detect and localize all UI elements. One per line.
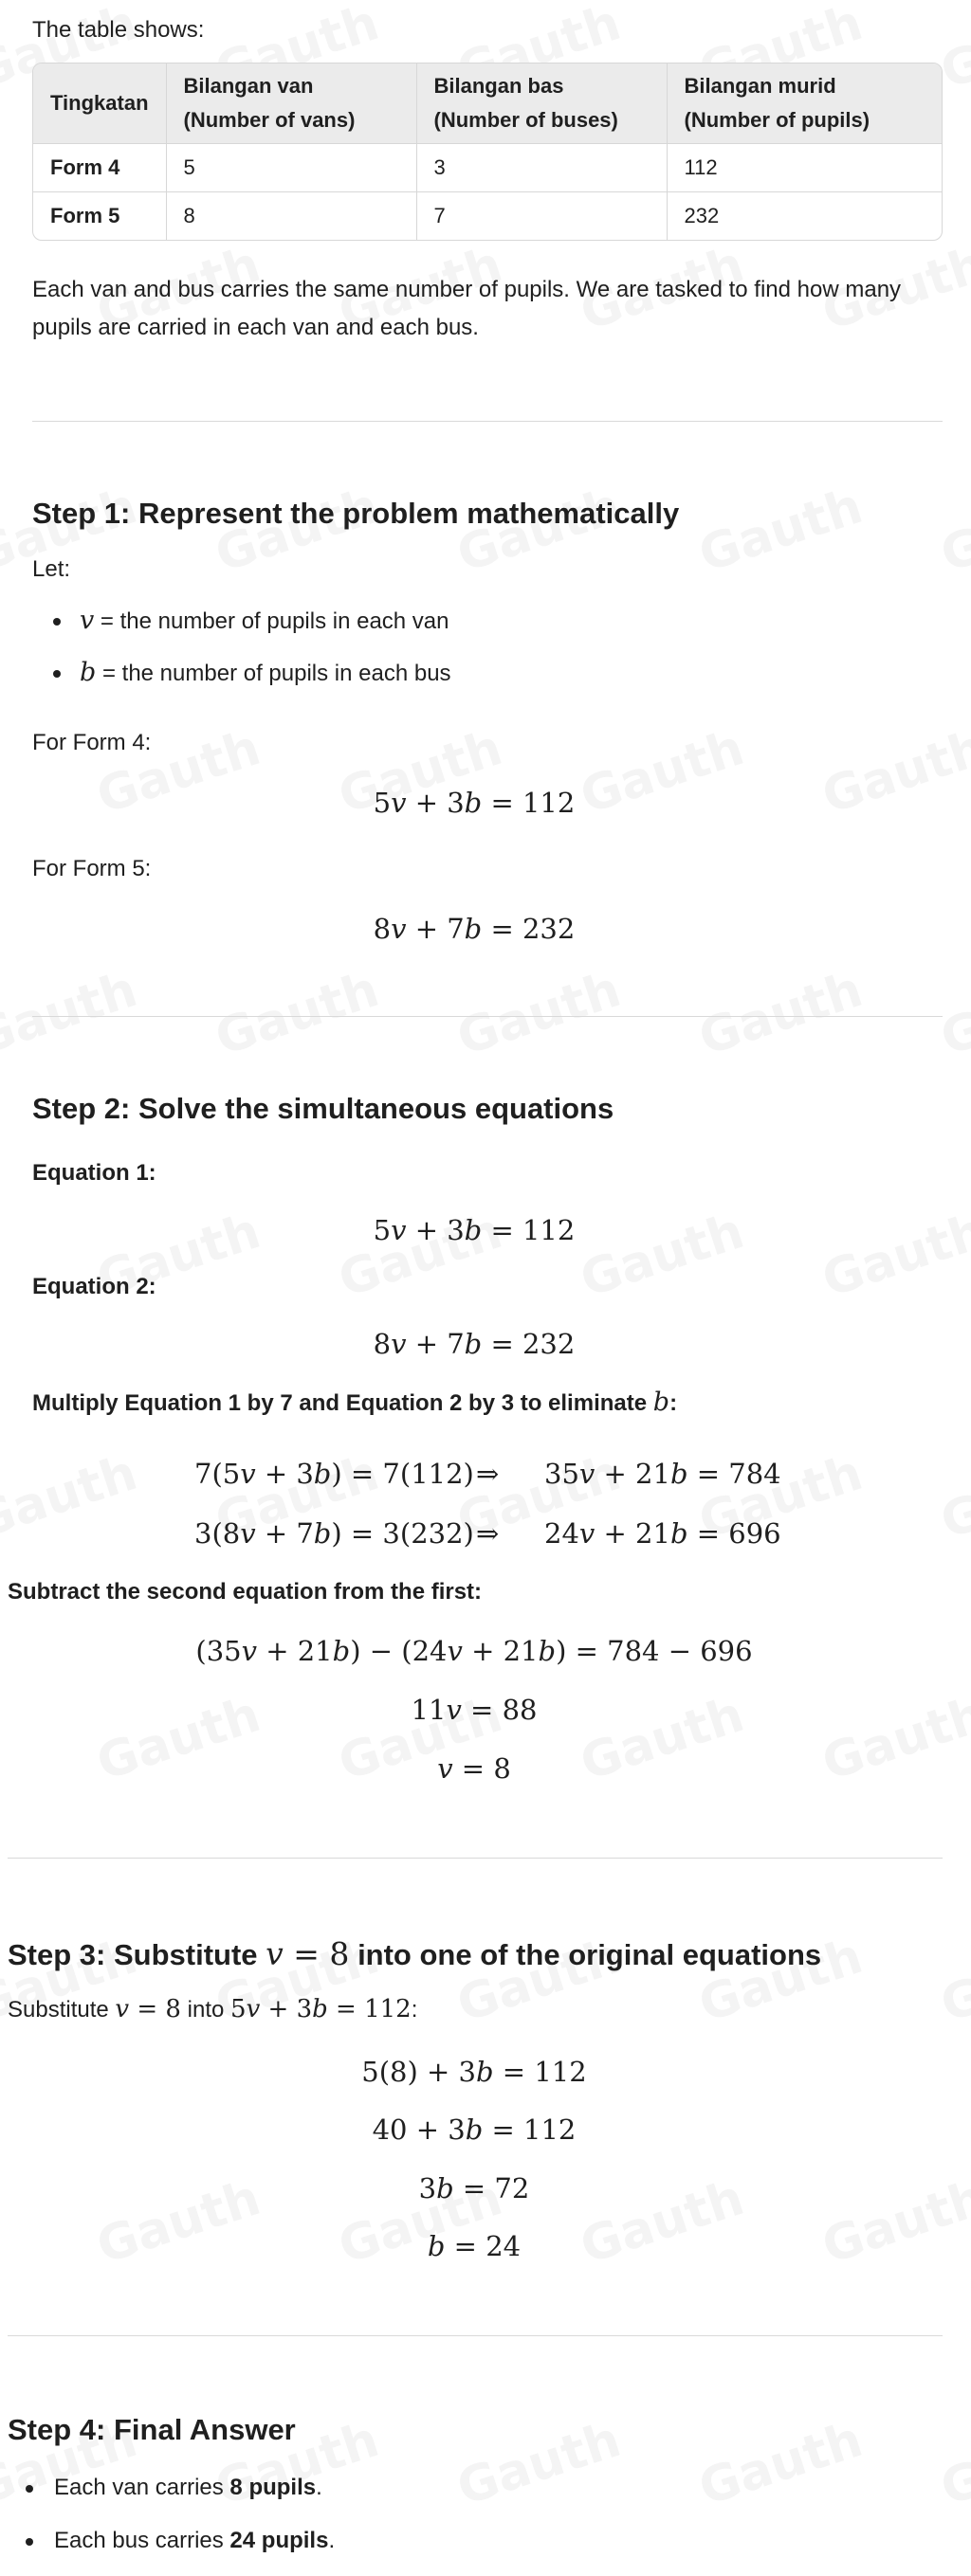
problem-text: Each van and bus carries the same number of pupils. We are tasked to find how many pupils are carried in each van and each bus. — [32, 277, 902, 340]
substitute-mid: into — [187, 1997, 225, 2023]
watermark-text — [934, 2411, 971, 2517]
bullet-dot — [53, 618, 61, 626]
divider — [32, 1016, 943, 1017]
table-header-cell: Bilangan murid (Number of pupils) — [668, 63, 942, 144]
table-cell: 8 — [167, 192, 417, 240]
implies-arrow: ⇒ — [476, 1517, 500, 1550]
table-header-cell: Bilangan van (Number of vans) — [167, 63, 417, 144]
watermark-text — [692, 961, 870, 1067]
step3-title-suffix: into one of the original equations — [357, 1938, 822, 1971]
table-cell: 232 — [684, 204, 720, 227]
step3-title-prefix: Step 3: Substitute — [8, 1938, 258, 1971]
table-header-cell: Bilangan bas (Number of buses) — [417, 63, 668, 144]
equation-form5: 8v + 7b = 232 — [373, 913, 576, 945]
answer-text: Each van carries — [54, 2475, 230, 2500]
watermark-text — [0, 961, 144, 1067]
table-cell: Form 5 — [33, 192, 167, 240]
answer-value: 24 pupils — [229, 2528, 329, 2553]
table-cell: 5 — [167, 144, 417, 192]
implies-arrow: ⇒ — [476, 1458, 500, 1490]
answer-punct: . — [328, 2528, 336, 2553]
intro-text: The table shows: — [32, 17, 205, 43]
step3-heading: Step 3: Substitute v = 8 into one of the original equations — [8, 1935, 822, 1972]
watermark-text — [692, 2411, 870, 2517]
v-solution: v = 8 — [437, 1752, 511, 1785]
form4-label: For Form 4: — [32, 730, 152, 755]
bullet-item — [80, 656, 451, 691]
step1-heading: Step 1: Represent the problem mathematically — [32, 497, 680, 530]
b-solution: b = 24 — [427, 2230, 522, 2262]
divider — [8, 1858, 943, 1859]
var-b: b — [80, 658, 97, 687]
table-cell: 7 — [417, 192, 668, 240]
step2-heading: Step 2: Solve the simultaneous equations — [32, 1092, 614, 1125]
multiply-instruction: Multiply Equation 1 by 7 and Equation 2 by 3 to eliminate b: — [32, 1388, 678, 1417]
bullet-item — [80, 604, 449, 639]
subtraction-equation: (35v + 21b) − (24v + 21b) = 784 − 696 — [195, 1635, 753, 1667]
table-row — [33, 192, 942, 240]
substitute-instruction: Substitute v = 8 into 5v + 3b = 112: — [8, 1995, 418, 2023]
var-b: b — [652, 1388, 670, 1417]
answer-bus — [54, 2524, 335, 2558]
multiplied-equation-1: 7(5v + 3b) = 7(112) — [194, 1458, 474, 1490]
subtract-instruction: Subtract the second equation from the first: — [8, 1579, 483, 1605]
table-cell: Form 4 — [33, 144, 167, 192]
table-row — [33, 144, 942, 192]
substitute-prefix: Substitute — [8, 1997, 109, 2023]
bullet-dot — [26, 2538, 33, 2546]
watermark-text — [209, 961, 386, 1067]
answer-punct: . — [316, 2475, 322, 2500]
equation-1: 5v + 3b = 112 — [373, 1214, 576, 1246]
answer-text: Each bus carries — [54, 2528, 230, 2553]
watermark-text — [692, 478, 870, 584]
answer-value: 8 pupils — [229, 2475, 317, 2500]
data-table — [32, 63, 943, 241]
answer-van — [54, 2471, 322, 2505]
table-cell: 3 — [417, 144, 668, 192]
substitution-step-1: 5(8) + 3b = 112 — [361, 2056, 587, 2088]
table-header-cell: Tingkatan — [33, 63, 167, 144]
divider — [8, 2335, 943, 2336]
table-header-row — [33, 63, 942, 144]
multiplied-result-1: 35v + 21b = 784 — [544, 1458, 781, 1490]
substitution-step-3: 3b = 72 — [418, 2172, 530, 2204]
bullet-dot — [53, 670, 61, 678]
bullet-dot — [26, 2485, 33, 2493]
watermark-text — [934, 1444, 971, 1551]
bullet-text: = the number of pupils in each bus — [96, 661, 451, 686]
multiplied-equation-2: 3(8v + 7b) = 3(232) — [194, 1517, 474, 1550]
watermark-text — [934, 961, 971, 1067]
divider — [32, 421, 943, 422]
table-cell: 112 — [668, 144, 942, 192]
equation1-label: Equation 1: — [32, 1160, 156, 1186]
watermark-text — [0, 1444, 144, 1551]
multiplied-result-2: 24v + 21b = 696 — [544, 1517, 781, 1550]
equation-2: 8v + 7b = 232 — [373, 1328, 576, 1360]
substitution-step-2: 40 + 3b = 112 — [372, 2113, 577, 2146]
equation2-label: Equation 2: — [32, 1274, 156, 1299]
simplified-equation: 11v = 88 — [411, 1694, 538, 1726]
watermark-text — [934, 1928, 971, 2034]
step4-heading: Step 4: Final Answer — [8, 2413, 296, 2446]
watermark-text — [450, 961, 628, 1067]
watermark-text — [934, 478, 971, 584]
watermark-text — [450, 2411, 628, 2517]
var-v: v — [80, 606, 95, 635]
equation-form4: 5v + 3b = 112 — [373, 787, 576, 819]
let-label: Let: — [32, 556, 71, 582]
multiply-text: Multiply Equation 1 by 7 and Equation 2 by 3 to eliminate — [32, 1390, 648, 1416]
bullet-text: = the number of pupils in each van — [94, 608, 449, 634]
form5-label: For Form 5: — [32, 856, 152, 881]
